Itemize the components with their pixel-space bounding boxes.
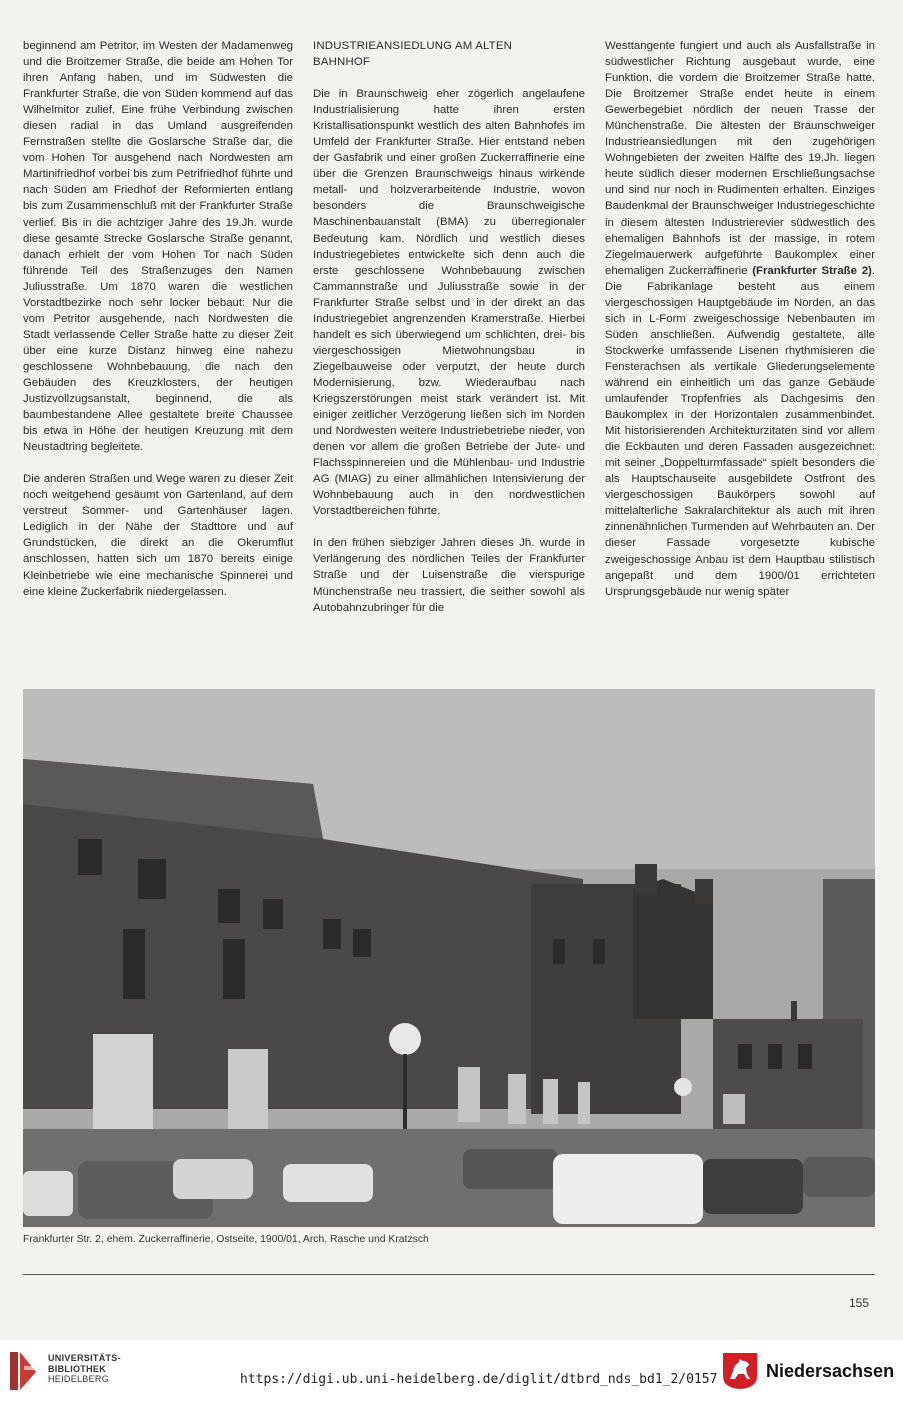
library-name-line-2: BIBLIOTHEK bbox=[48, 1363, 106, 1374]
section-heading-line-2: BAHNHOF bbox=[313, 56, 371, 69]
library-name-line-1: UNIVERSITÄTS- bbox=[48, 1353, 121, 1363]
address-reference: (Frankfurter Straße 2) bbox=[752, 264, 872, 277]
page-number: 155 bbox=[848, 1296, 869, 1310]
library-name[interactable] bbox=[48, 1353, 121, 1385]
factory-photo-illustration bbox=[23, 689, 875, 1227]
page-divider bbox=[23, 1274, 875, 1275]
column1-paragraph-1: beginnend am Petritor, im Westen der Madamenweg und die Broitzemer Straße, die beide am Hohen Tor ihren Anfang haben, und im Südwesten die Frankfurter Straße, die von Süden kommend auf das Wilhelmitor zulief. Eine frühe Verbindung zwischen diesen radial in das Umland ausgreifenden Fernstraßen stellte die Goslarsche Straße dar, die vom Hohen Tor ausgehend nach Nordwesten am Martinifriedhof vorbei bis zum Petrifriedhof führte und nach Süden am Friedhof der Reformierten entlang bis zum Zusammenschluß mit der Frankfurter Straße verlief. Bis in die achtziger Jahre des 19.Jh. wurde diese gesamte Strecke Goslarsche Straße genannt, danach erhielt der vom Hohen Tor nach Süden führende Teil des Straßenzuges den Namen Juliusstraße. Um 1870 waren die westlichen Vorstadtbezirke noch sehr locker bebaut: Nur die vom Petritor ausgehende, nach Nordwesten die Stadt verlassende Celler Straße hatte zu dieser Zeit über eine kurze Distanz hinweg eine nahezu geschlossene Wohnbebauung, die nach den Gebäuden des Kreuzklosters, der heutigen Justizvollzugsanstalt, beginnend, die als baumbestandene Allee gestaltete breite Chaussee bis etwa in Höhe der heutigen Kreuzung mit dem Neustadtring begleitete. bbox=[23, 40, 293, 454]
viewer-footer bbox=[0, 1340, 903, 1405]
column3-text-part-2: . Die Fabrikanlage besteht aus einem viergeschossigen Hauptgebäude im Norden, an das sich in L-Form zweigeschossige Nebenbauten im Süden anschließen. Aufwendig gestaltete, alle Stockwerke umfassende Lisenen rhythmisieren die Fensterachsen als vertikale Gliederungselemente während ein einheitlich um das ganze Gebäude umlaufender Tropfenfries als Dachgesims den Baukomplex in der Horizontalen zusammenbindet. Mit historisierenden Architekturzitaten sind vor allem die Eckbauten und deren Fassaden ausgezeichnet: mit seiner „Doppelturmfassade“ spielt besonders die als Hauptschauseite ausgebildete Ostfront des viergeschossigen Baukörpers sowohl auf mittelalterliche Sakralarchitektur als auch mit ihren zinnenähnlichen Turmenden auf Wehrbauten an. Der dieser Fassade vorgesetzte kubische zweigeschossige Anbau ist dem Hauptbau stilistisch angepaßt und dem 1900/01 errichteten Ursprungsgebäude nur wenig später bbox=[605, 264, 875, 598]
lower-saxony-horse-icon bbox=[722, 1352, 758, 1390]
permalink-url[interactable]: https://digi.ub.uni-heidelberg.de/diglit/dtbrd_nds_bd1_2/0157 bbox=[240, 1372, 718, 1387]
text-column-3 bbox=[605, 38, 875, 616]
factory-photograph bbox=[23, 689, 875, 1227]
photo-caption: Frankfurter Str. 2, ehem. Zuckerraffinerie, Ostseite, 1900/01, Arch. Rasche und Kratzsch bbox=[23, 1234, 429, 1245]
column2-paragraph-2: In den frühen siebziger Jahren dieses Jh. wurde in Verlängerung des nördlichen Teiles der Frankfurter Straße und der Luisenstraße die vierspurige Münchenstraße neu trassiert, die seither sowohl als Autobahnzubringer für die bbox=[313, 537, 585, 614]
section-heading bbox=[313, 38, 585, 70]
section-heading-line-1: INDUSTRIEANSIEDLUNG AM ALTEN bbox=[313, 40, 513, 52]
column3-paragraph-1 bbox=[605, 38, 875, 600]
state-name: Niedersachsen bbox=[766, 1361, 895, 1381]
library-name-line-3: HEIDELBERG bbox=[48, 1374, 110, 1384]
column1-paragraph-2: Die anderen Straßen und Wege waren zu dieser Zeit noch weitgehend gesäumt von Gartenland, auf dem verstreut Sommer- und Gartenhäuser lagen. Lediglich in der Nähe der Stadttore und auf Grundstücken, die direkt an die Okerumflut anschlossen, hatten sich um 1870 bereits einige Kleinbetriebe wie eine mechanische Spinnerei und eine kleine Zuckerfabrik niedergelassen. bbox=[23, 473, 293, 598]
column2-paragraph-1: Die in Braunschweig eher zögerlich angelaufene Industrialisierung hatte ihren ersten Kristallisationspunkt westlich des alten Bahnhofes im Umfeld der Frankfurter Straße. Hier entstand neben der Gasfabrik und einer großen Zuckerraffinerie eine über die Grenzen Braunschweigs hinaus wirkende metall- und holzverarbeitende Industrie, wovon besonders die Braunschweigische Maschinenbauanstalt (BMA) zu überregionaler Bedeutung kam. Nördlich und westlich dieses Industriegebietes entwickelte sich denn auch die erste geschlossene Wohnbebauung zwischen Cammannstraße und Juliusstraße sowie in der Frankfurter Straße selbst und in der direkt an das Industriegebiet angrenzenden Kramerstraße. Hierbei handelt es sich überwiegend um schlichten, drei- bis viergeschossigen Mietwohnungsbau in Ziegelbauweise oder verputzt, der heute durch Modernisierung, bzw. Wiederaufbau nach Kriegszerstörungen meist stark verändert ist. Mit einiger zeitlicher Verzögerung ließen sich im Norden und Nordwesten weitere Industriebetriebe nieder, von denen vor allem die großen Betriebe der Jute- und Flachsspinnereien und die Mühlenbau- und Industrie AG (MIAG) zu einer allmählichen Intensivierung der Wohnbebauung auch in den nordwestlichen Vorstadtbereichen führte. bbox=[313, 88, 585, 518]
column3-text-part-1: Westtangente fungiert und auch als Ausfallstraße in südwestlicher Richtung ausgebaut wurde, eine Funktion, die vordem die Broitzemer Straße hatte. Die Broitzemer Straße endet heute in einem Gewerbegebiet nördlich der neuen Trasse der Münchenstraße. Die ältesten der Braunschweiger Industrieansiedlungen mit den zugehörigen Wohngebieten der zweiten Hälfte des 19.Jh. liegen heute südlich dieser modernen Erschließungsachse und sind nur noch in Rudimenten erhalten. Einziges Baudenkmal der Braunschweiger Industriegeschichte in diesem ältesten Industrierevier südwestlich des ehemaligen Bahnhofs ist der massige, in rotem Ziegelmauerwerk aufgeführte Baukomplex einer ehemaligen Zuckerraffinerie bbox=[605, 40, 875, 277]
library-logo-icon[interactable] bbox=[8, 1350, 38, 1392]
text-column-2 bbox=[313, 38, 585, 632]
text-column-1 bbox=[23, 38, 293, 616]
